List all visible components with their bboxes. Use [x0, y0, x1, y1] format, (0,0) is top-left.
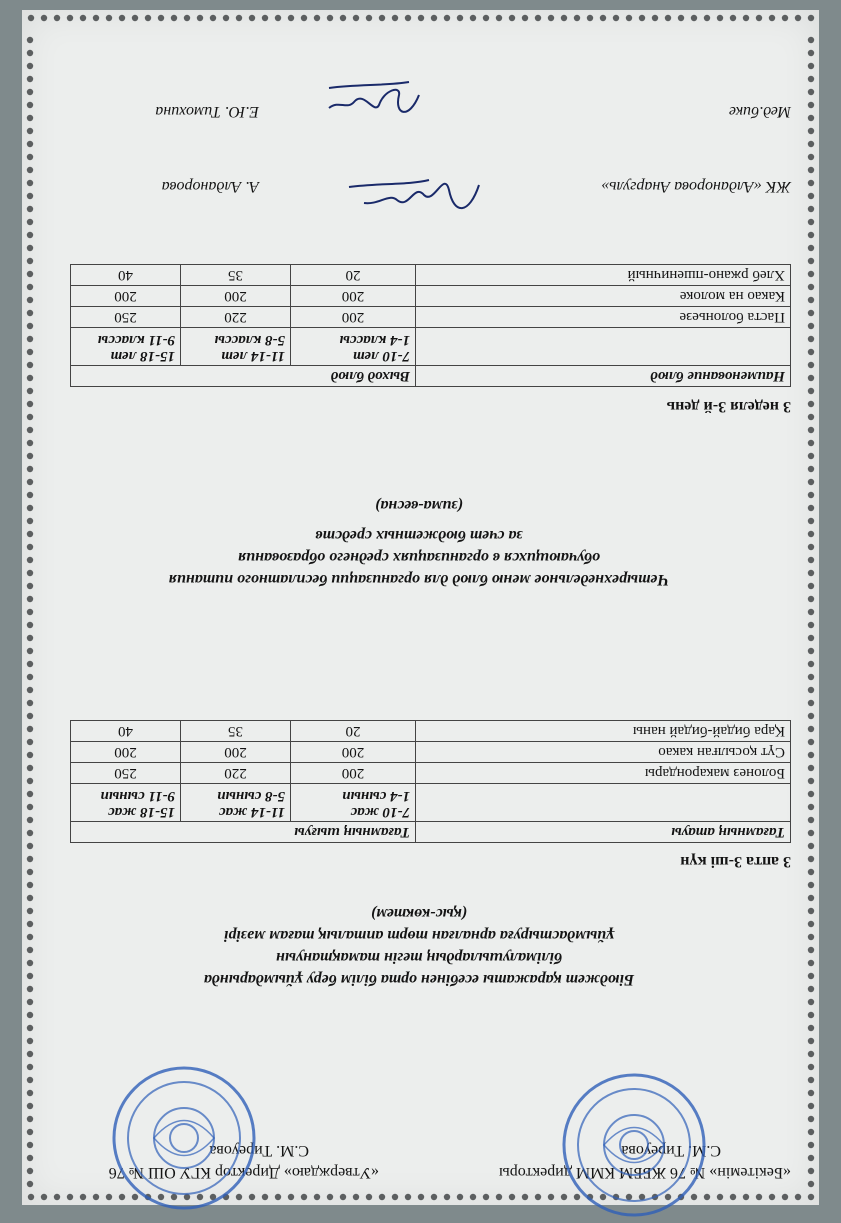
ru-heading-line-3: за счет бюджетных средств [315, 527, 523, 544]
dish-name: Паста болоньезе [416, 307, 791, 328]
ru-week-day: 3 неделя 3-й день [666, 398, 791, 415]
kz-heading-line-3: ұйымдастыруға арналған төрт апталық тағам мәзірі [223, 927, 615, 944]
dish-yield: 20 [291, 265, 416, 286]
table-row [71, 265, 791, 286]
dish-yield: 35 [181, 265, 291, 286]
table-row [71, 307, 791, 328]
dish-yield: 200 [70, 742, 180, 763]
ru-menu-table [70, 264, 791, 387]
kz-heading-line-2: білімалушылардың тегін тамақтануын [276, 949, 562, 966]
dish-yield: 200 [291, 307, 416, 328]
dish-name: Қара бидай-бидай наны [416, 721, 791, 742]
handwritten-signature-2 [319, 75, 429, 130]
dish-yield: 20 [291, 721, 416, 742]
ru-age-group-2: 11-14 лет 5-8 классы [181, 328, 291, 366]
dish-yield: 220 [181, 307, 291, 328]
handwritten-signature-1 [339, 165, 489, 225]
approval-right-org: «Утверждаю» Директор КГУ ОШ № 76 [108, 1164, 379, 1181]
dish-yield: 200 [181, 286, 291, 307]
dish-name: Хлеб ржано-пшеничный [416, 265, 791, 286]
round-seal-left [559, 1070, 709, 1220]
kz-age-group-3: 15-18 жас 9-11 сынып [70, 784, 180, 822]
ru-age-group-3: 15-18 лет 9-11 классы [71, 328, 181, 366]
menu-document-sheet [22, 10, 819, 1205]
dish-name: Сүт қосылған какао [416, 742, 791, 763]
kz-season: (қыс-көктем) [370, 905, 468, 922]
dish-yield: 250 [70, 763, 180, 784]
dish-yield: 220 [181, 763, 291, 784]
table-header-row [71, 366, 791, 387]
dish-name: Какао на молоке [416, 286, 791, 307]
ru-col-yield: Выход блюд [71, 366, 416, 387]
dish-yield: 250 [71, 307, 181, 328]
signature-name-1: А. Алданорова [161, 178, 259, 195]
ru-col-dish: Наименование блюд [416, 366, 791, 387]
kz-heading-line-1: Біюджет қаражаты есебінен орта білім беру ұйымдарында [203, 971, 635, 988]
dish-yield: 35 [181, 721, 291, 742]
table-row [70, 721, 790, 742]
kz-menu-table [70, 720, 791, 843]
empty-cell [416, 328, 791, 366]
approval-left-org: «Бекітемін» № 76 ЖББМ КММ директоры [499, 1164, 791, 1181]
dish-yield: 200 [291, 742, 416, 763]
table-row [70, 763, 790, 784]
ru-season: (зима-весна) [375, 497, 463, 514]
dish-name: Болонез макарондары [416, 763, 791, 784]
ru-age-group-1: 7-10 лет 1-4 классы [291, 328, 416, 366]
kz-week-day: 3 апта 3-ші күн [680, 853, 791, 870]
approval-right-name: С.М. Тиреуова [209, 1142, 309, 1159]
empty-cell [416, 784, 791, 822]
table-row [71, 286, 791, 307]
kz-heading [59, 902, 779, 990]
ru-heading [59, 494, 779, 590]
dish-yield: 200 [71, 286, 181, 307]
dish-yield: 40 [70, 721, 180, 742]
kz-age-group-1: 7-10 жас 1-4 сынып [291, 784, 416, 822]
dish-yield: 40 [71, 265, 181, 286]
signature-name-2: Е.Ю. Тимохина [155, 103, 259, 120]
table-header-row [70, 822, 790, 843]
table-age-row [70, 784, 790, 822]
signature-role-2: Мед.бике [728, 103, 791, 120]
ru-heading-line-2: обучающихся в организациях среднего образования [238, 549, 600, 566]
dish-yield: 200 [181, 742, 291, 763]
approval-left-name: С.М. Тиреуова [621, 1142, 721, 1159]
dish-yield: 200 [291, 763, 416, 784]
signature-role-1: ЖК «Алданорова Анаргуль» [601, 178, 791, 195]
table-row [70, 742, 790, 763]
dish-yield: 200 [291, 286, 416, 307]
table-age-row [71, 328, 791, 366]
kz-col-yield: Тағамның шығуы [70, 822, 415, 843]
ru-heading-line-1: Четырехнедельное меню блюд для организации бесплатного питания [168, 571, 670, 588]
kz-age-group-2: 11-14 жас 5-8 сынып [181, 784, 291, 822]
round-seal-right [109, 1063, 259, 1213]
kz-col-dish: Тағамның атауы [416, 822, 791, 843]
